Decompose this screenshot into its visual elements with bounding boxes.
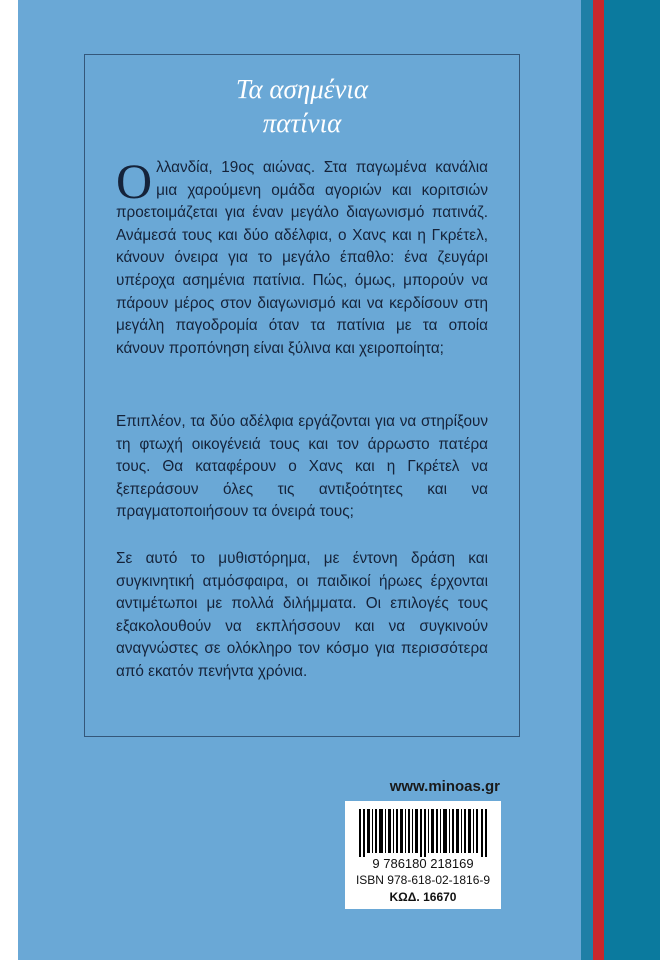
blurb-paragraph-3: Σε αυτό το μυθιστόρημα, με έντονη δράση και συγκινητική ατμόσφαιρα, οι παιδικοί ήρωες έρχονται αντιμέτωποι με πολλά διλήμματα. Οι επιλογές τους εξακολουθούν να εκπλήσσουν και να συγκινούν αναγνώστες σε ολόκληρο τον κόσμο για περισσότερα από εκατόν πενήντα χρόνια. [116, 550, 488, 680]
spine [604, 0, 660, 960]
blurb-paragraph-1-text: λλανδία, 19ος αιώνας. Στα παγωμένα κανάλια μια χαρούμενη ομάδα αγοριών και κοριτσιών προετοιμάζεται για έναν μεγάλο διαγωνισμό πατινάζ. Ανάμεσά τους και δύο αδέλφια, ο Χανς και η Γκρέτελ, κάνουν όνειρα για το μεγάλο έπαθλο: ένα ζευγάρι υπέροχα ασημένια πατίνια. Πώς, όμως, μπορούν να πάρουν μέρος στον διαγωνισμό και να κερδίσουν στη μεγάλη παγοδρομία όταν τα πατίνια με τα οποία κάνουν προπόνηση είναι ξύλινα και χειροποίητα; [116, 159, 488, 357]
title-line-2: πατίνια [262, 108, 342, 138]
book-title [84, 72, 520, 140]
blurb-paragraph-2: Επιπλέον, τα δύο αδέλφια εργάζονται για να στηρίξουν τη φτωχή οικογένειά τους και τον άρρωστο πατέρα τους. Θα καταφέρουν ο Χανς και η Γκρέτελ να ξεπεράσουν όλες τις αντιξοότητες και να πραγματοποιήσουν τα όνειρά τους; [116, 413, 488, 521]
product-code: ΚΩΔ. 16670 [389, 890, 457, 904]
barcode-icon [359, 809, 487, 857]
spine-edge [581, 0, 593, 960]
spine-red-stripe [593, 0, 604, 960]
barcode-label [345, 801, 501, 909]
drop-cap: Ο [116, 153, 153, 209]
blurb-paragraph-1 [116, 153, 488, 360]
title-line-1: Τα ασημένια [235, 74, 369, 104]
publisher-website: www.minoas.gr [389, 778, 500, 795]
barcode-digits: 9 786180 218169 [372, 856, 474, 871]
isbn-number: ISBN 978-618-02-1816-9 [355, 873, 491, 887]
